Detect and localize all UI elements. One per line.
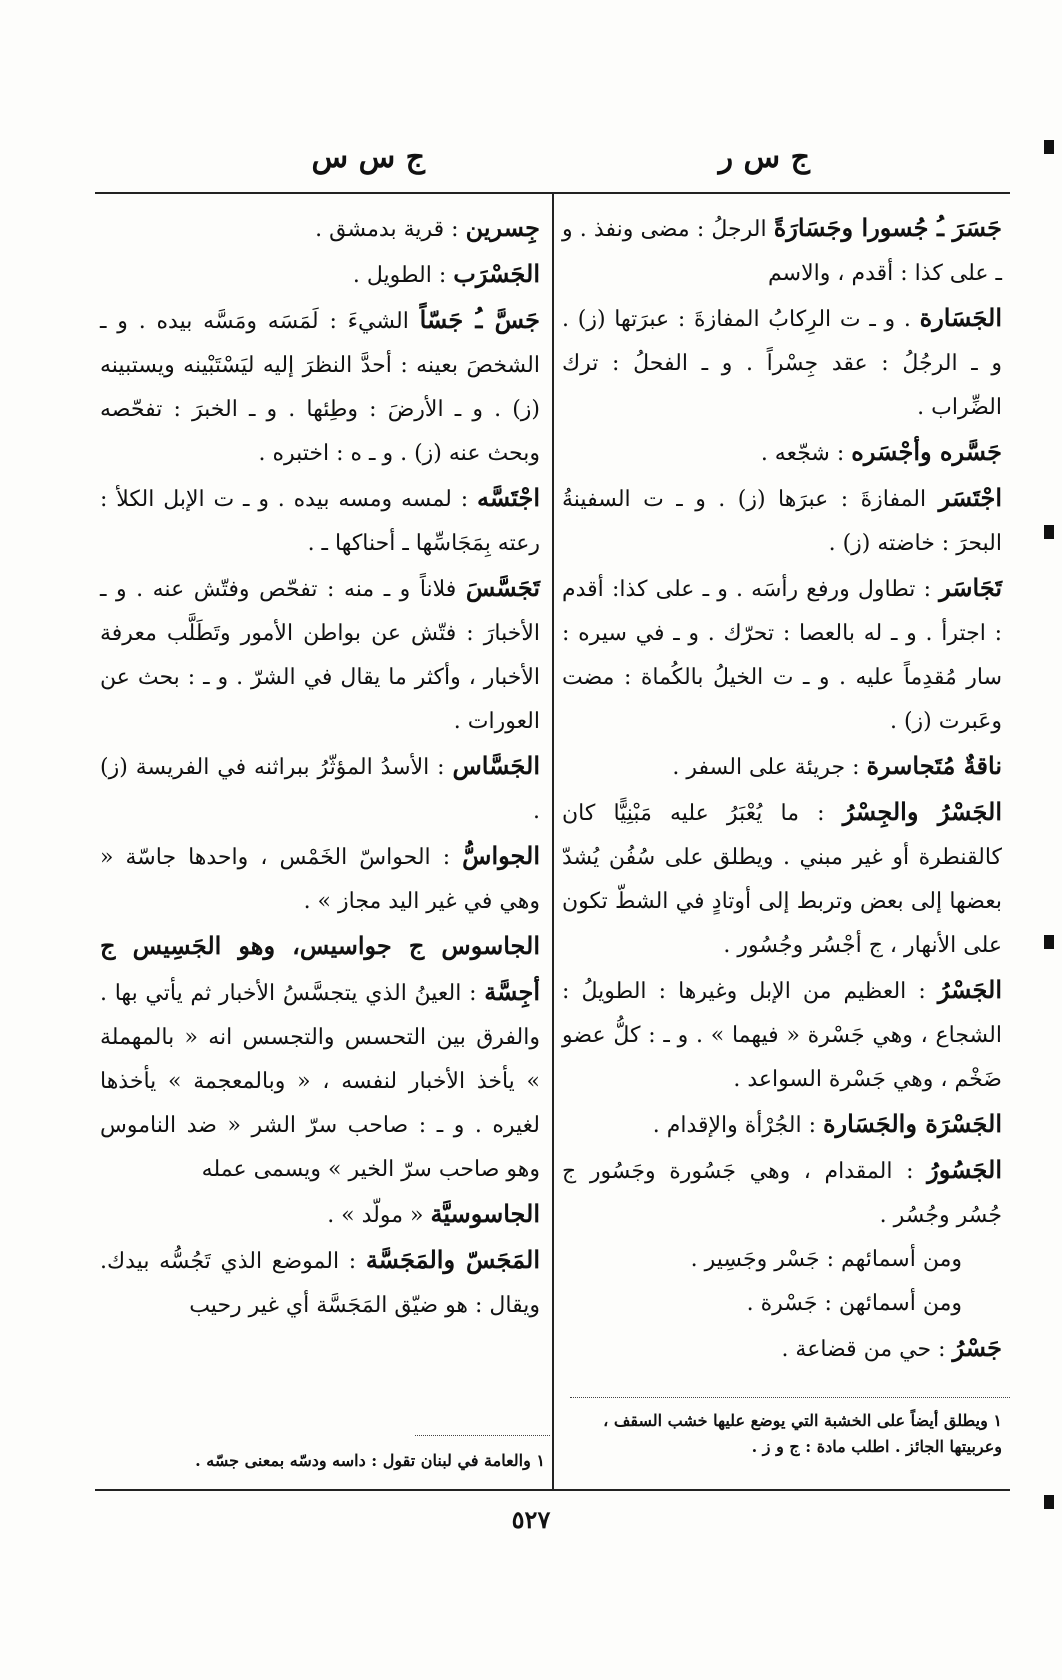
dictionary-entry <box>562 476 1002 566</box>
entry-headword: جِسرين <box>465 213 540 242</box>
entry-headword: الجاسوسيَّة <box>430 1199 540 1228</box>
entry-headword: الجَسْرَب <box>453 259 540 288</box>
edge-mark <box>1044 140 1054 154</box>
entry-headword: تَجَسَّسَ <box>465 573 540 602</box>
column-divider <box>552 193 554 1489</box>
entry-definition: ومن أسمائهن : جَسْرة . <box>746 1291 962 1316</box>
right-column <box>562 206 1002 1372</box>
entry-definition: : قرية بدمشق . <box>315 217 466 242</box>
entry-headword: الجَسَارة <box>919 303 1002 332</box>
right-footnote: ١ ويطلق أيضاً على الخشبة التي يوضع عليها خشب السقف ، وعربيتها الجائز . اطلب مادة : ج و ز . <box>603 1411 1002 1456</box>
dictionary-entry <box>100 834 540 924</box>
dictionary-entry <box>100 476 540 566</box>
entry-definition: : شجّعه . <box>760 441 852 466</box>
entry-headword: جَسَرَ ـُ جُسورا وجَسَارَةً <box>773 213 1002 242</box>
entry-headword: الجَسْرَة والجَسَارة <box>822 1109 1002 1138</box>
dictionary-entry <box>100 298 540 476</box>
dictionary-entry <box>562 1326 1002 1372</box>
dictionary-entry <box>100 744 540 834</box>
dictionary-entry <box>562 968 1002 1102</box>
entry-definition: : حي من قضاعة . <box>781 1337 953 1362</box>
entry-headword: الجَسُورُ <box>927 1155 1002 1184</box>
dictionary-entry <box>562 1238 1002 1282</box>
entry-definition: فلاناً و ـ منه : تفحّص وفتّش عنه . و ـ الأخبارَ : فتّش عن بواطن الأمور وتَطَلَّب معرفة الأخبار ، وأكثر ما يقال في الشرّ . و ـ : بحث عن العورات . <box>100 577 540 734</box>
entry-headword: تَجَاسَر <box>939 573 1002 602</box>
dictionary-entry <box>562 430 1002 476</box>
entry-definition: المفازةَ : عبرَها (ز) . و ـ ت السفينةُ البحرَ : خاضته (ز) . <box>562 487 1002 556</box>
edge-mark <box>1044 525 1054 539</box>
bottom-rule <box>95 1489 1010 1491</box>
entry-definition: : الطويل . <box>352 263 454 288</box>
entry-definition: : الأسدُ المؤثّرُ ببراثنه في الفريسة (ز) . <box>100 755 540 824</box>
dictionary-entry <box>100 566 540 744</box>
entry-headword: اجْتَسَّه <box>476 483 540 512</box>
dictionary-entry <box>100 252 540 298</box>
dictionary-entry <box>562 790 1002 968</box>
left-column <box>100 206 540 1328</box>
entry-definition: الرجلُ : مضى ونفذ . و ـ على كذا : أقدم ، والاسم <box>562 217 1002 286</box>
left-footnote-separator <box>415 1435 550 1436</box>
entry-headword: اجْتَسَر <box>938 483 1002 512</box>
entry-headword: الجَسْرُ <box>937 975 1002 1004</box>
edge-mark <box>1044 935 1054 949</box>
dictionary-entry <box>562 1148 1002 1238</box>
dictionary-entry <box>100 206 540 252</box>
entry-headword: الجواسُّ <box>462 841 540 870</box>
left-footnote: ١ والعامة في لبنان تقول : داسه ودسّه بمعنى جسّه . <box>195 1451 545 1470</box>
entry-definition: : الحواسّ الخَمْس ، واحدها جاسّة « وهي في غير اليد مجاز » . <box>100 845 540 914</box>
dictionary-entry <box>562 1102 1002 1148</box>
entry-headword: جَسَّ ـُ جَسّاً <box>419 305 540 334</box>
entry-headword: الجَسَّاس <box>452 751 540 780</box>
dictionary-entry <box>562 1282 1002 1326</box>
entry-headword: ناقةٌ مُتَجاسرة <box>866 751 1002 780</box>
entry-definition: : جريئة على السفر . <box>672 755 867 780</box>
entry-definition: : تطاول ورفع رأسَه . و ـ على كذا: أقدم : اجترأ . و ـ له بالعصا : تحرّك . و ـ في سيره : سار مُقدِماً عليه . و ـ ت الخيلُ بالكُماة : مضت وعَبرت (ز) . <box>562 577 1002 734</box>
dictionary-entry <box>100 924 540 1192</box>
entry-definition: : المقدام ، وهي جَسُورة وجَسُور ج جُسُر وجُسُر . <box>562 1159 1002 1228</box>
edge-mark <box>1044 1495 1054 1509</box>
dictionary-entry <box>562 296 1002 430</box>
left-column-root: ج س س <box>311 140 425 175</box>
entry-definition: : الموضع الذي تَجُسُّه بيدك. ويقال : هو ضيّق المَجَسَّة أي غير رحيب <box>100 1249 540 1318</box>
entry-definition: : ما يُعْبَرُ عليه مَبْنِيًّا كان كالقنطرة أو غير مبني . ويطلق على سُفُن يُشدّ بعضها إلى بعض وتربط إلى أوتادٍ في الشطّ تكون على الأنهار ، ج أجْسُر وجُسُور . <box>562 801 1002 958</box>
entry-definition: : العظيم من الإبل وغيرها : الطويلُ : الشجاع ، وهي جَسْرة « فيهما » . و ـ : كلُّ عضو ضَخْم ، وهي جَسْرة السواعد . <box>562 979 1002 1092</box>
entry-headword: المَجَسّ والمَجَسَّة <box>365 1245 541 1274</box>
entry-definition: ومن أسمائهم : جَسْر وجَسِير . <box>690 1247 962 1272</box>
dictionary-entry <box>562 206 1002 296</box>
page-number: ٥٢٧ <box>511 1505 551 1534</box>
right-footnote-separator <box>570 1397 1010 1398</box>
entry-headword: الجاسوس ج جواسيس، وهو الجَسِيس ج أجِسَّة <box>100 931 540 1006</box>
dictionary-entry <box>100 1238 540 1328</box>
entry-definition: : الجُرْأة والإقدام . <box>652 1113 823 1138</box>
page-header <box>95 140 1010 190</box>
entry-definition: : العينُ الذي يتجسَّسُ الأخبار ثم يأتي بها . والفرق بين التحسس والتجسس انه « بالمهملة » يأخذ الأخبار لنفسه ، « وبالمعجمة » يأخذها لغيره . و ـ : صاحب سرّ الشر « ضد الناموس وهو صاحب سرّ الخير » ويسمى عمله <box>100 981 540 1182</box>
entry-definition: : لمسه ومسه بيده . و ـ ت الإبل الكلأ : رعته بِمَجَاسِّها ـ أحناكها ـ . <box>100 487 540 556</box>
right-column-root: ج س ر <box>718 140 810 175</box>
entry-definition: الشيءَ : لَمَسَه ومَسَّه بيده . و ـ الشخصَ بعينه : أحدَّ النظرَ إليه ليَسْتَبْينه ويستبينه (ز) . و ـ الأرضَ : وطِئها . و ـ الخبرَ : تفحّصه وبحث عنه (ز) . و ـ ه : اختبره . <box>100 309 540 466</box>
entry-headword: جَسْرُ <box>952 1333 1002 1362</box>
dictionary-entry <box>100 1192 540 1238</box>
entry-headword: جَسَّره وأجْسَره <box>851 437 1002 466</box>
dictionary-entry <box>562 566 1002 744</box>
entry-definition: . و ـ ت الرِكابُ المفازةَ : عبرَتها (ز) . و ـ الرجُلُ : عقد جِسْراً . و ـ الفحلُ : ترك الضِّراب . <box>562 307 1002 420</box>
dictionary-entry <box>562 744 1002 790</box>
entry-headword: الجَسْرُ والجِسْرُ <box>842 797 1003 826</box>
entry-definition: « مولّد » . <box>327 1203 431 1228</box>
